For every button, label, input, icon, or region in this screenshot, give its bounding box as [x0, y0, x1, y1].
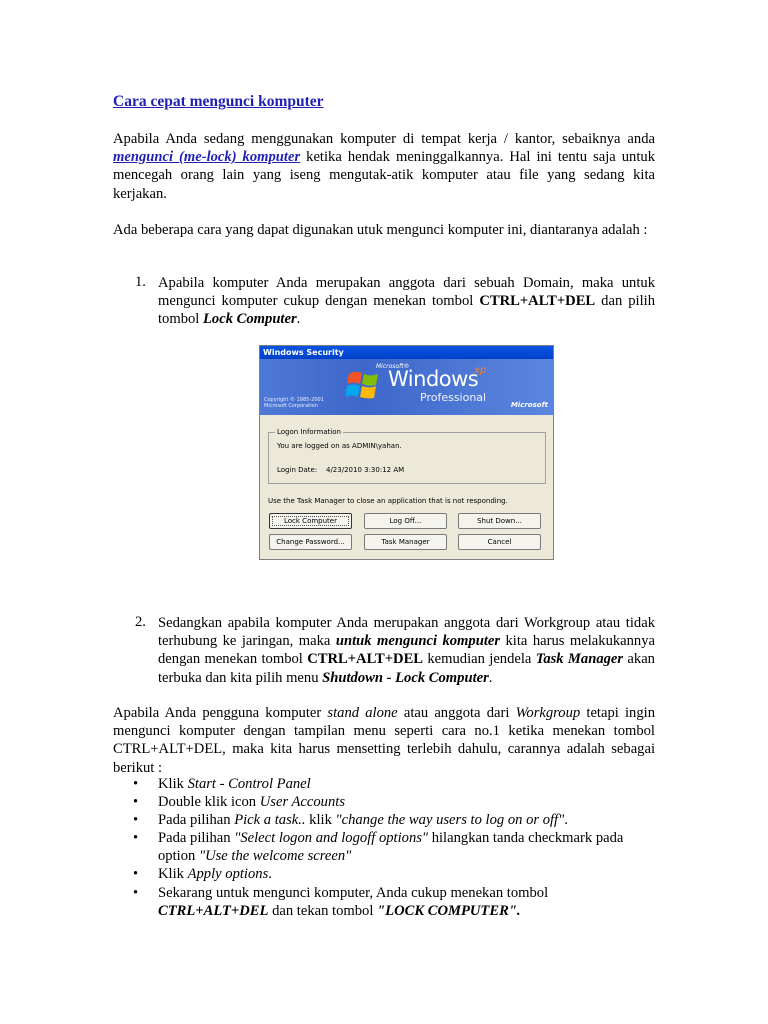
bullet-3-text-b: klik [305, 812, 336, 829]
intro-text-end: ketika hendak meninggalkannya. Hal ini tentu saja untuk mencegah orang lain yang iseng mengutak-atik komputer atau file yang sedang kita kerjakan. [113, 149, 655, 202]
steps-bullet-list [113, 775, 655, 920]
bullet-3-end: . [564, 812, 568, 829]
bullet-6-text-a: Sekarang untuk mengunci komputer, Anda cukup menekan tombol [158, 884, 549, 901]
login-date-value: 4/23/2010 3:30:12 AM [326, 466, 405, 474]
log-off-button[interactable]: Log Off... [364, 513, 447, 529]
task-manager-note: Use the Task Manager to close an application that is not responding. [268, 497, 508, 505]
group-label: Logon Information [277, 428, 341, 436]
bullet-3-text-a: Pada pilihan [158, 812, 235, 829]
bullet-4-text-a: Pada pilihan [158, 830, 235, 847]
para3-text-b: atau anggota dari [397, 705, 516, 721]
bullet-icon: • [133, 794, 139, 811]
windows-xp-banner [260, 359, 553, 415]
para3-text-c: tetapi ingin mengunci komputer dengan tampilan menu seperti cara no.1 ketika menekan tombol CTRL+ALT+DEL, maka kita harus mensetting terlebih dahulu, carannya adalah sebagai berikut : [113, 705, 655, 776]
step-2-keys: CTRL+ALT+DEL [307, 651, 424, 668]
lock-computer-button[interactable]: Lock Computer [269, 513, 352, 529]
para3-workgroup: Workgroup [515, 705, 581, 721]
intro-text-start: Apabila Anda sedang menggunakan komputer di tempat kerja / kantor, sebaiknya anda [113, 131, 655, 147]
windows-security-dialog [259, 345, 554, 560]
bullet-4-italic-a: "Select logon and logoff options" [234, 830, 429, 847]
logged-on-text: You are logged on as ADMIN\yahan. [277, 442, 402, 450]
bullet-3-italic-b: "change the way users to log on or off" [335, 812, 565, 829]
shut-down-button[interactable]: Shut Down... [458, 513, 541, 529]
bullet-1-text: Klik [158, 776, 188, 792]
bullet-icon: • [133, 866, 139, 883]
dialog-title: Windows Security [260, 346, 553, 359]
bullet-icon: • [133, 812, 139, 829]
bullet-6-lock: "LOCK COMPUTER". [377, 902, 521, 919]
page-title: Cara cepat mengunci komputer [113, 93, 324, 110]
copyright-line-2: Microsoft Corporation [264, 403, 318, 409]
step-2-text-d: akan terbuka dan kita pilih menu [158, 651, 655, 686]
bullet-6-text-b: dan tekan tombol [268, 902, 378, 919]
bullet-icon: • [133, 830, 139, 847]
bullet-2-italic: User Accounts [259, 794, 346, 811]
step-1-text-a: Apabila komputer Anda merupakan anggota dari sebuah Domain, maka untuk mengunci komputer cukup dengan menekan tombol [158, 275, 655, 310]
list-item [113, 865, 655, 883]
step-2-end: . [488, 669, 493, 686]
list-item [113, 775, 655, 793]
step-1-text-b: dan pilih tombol [158, 293, 655, 328]
xp-logo-text: xp [474, 365, 487, 376]
bullet-2-text: Double klik icon [158, 794, 260, 811]
intro-paragraph [113, 130, 655, 203]
step-2-emphasis: untuk mengunci komputer [335, 633, 501, 650]
step-1-end: . [296, 311, 301, 328]
bullet-5-italic: Apply options [187, 866, 269, 883]
bullet-icon: • [133, 776, 139, 792]
bullet-1-italic: Start - Control Panel [187, 776, 311, 792]
microsoft-brand: Microsoft [510, 401, 548, 409]
bullet-4-italic-b: "Use the welcome screen" [198, 848, 352, 865]
step-2-menu: Shutdown - Lock Computer [322, 669, 489, 686]
list-item [113, 829, 655, 865]
edition-text: Professional [420, 391, 487, 404]
step-1-text [158, 274, 655, 329]
step-2-text-a: Sedangkan apabila komputer Anda merupakan anggota dari Workgroup atau tidak terhubung ke jaringan, maka [158, 615, 655, 650]
login-date-label: Login Date: [277, 466, 318, 474]
bullet-4-text-b: hilangkan tanda checkmark pada option [158, 830, 624, 865]
logon-information-group [268, 428, 546, 484]
step-2-text [158, 614, 655, 687]
methods-paragraph: Ada beberapa cara yang dapat digunakan utuk mengunci komputer ini, diantaranya adalah : [113, 222, 648, 238]
step-1-lock: Lock Computer [203, 311, 297, 328]
bullet-5-text: Klik [158, 866, 188, 883]
step-2-number: 2. [135, 614, 146, 630]
step-1-number: 1. [135, 274, 146, 290]
change-password-button[interactable]: Change Password... [269, 534, 352, 550]
step-2-text-c: kemudian jendela [423, 651, 536, 668]
bullet-5-end: . [268, 866, 272, 883]
bullet-3-italic-a: Pick a task.. [234, 812, 306, 829]
para3-text-a: Apabila Anda pengguna komputer [113, 705, 328, 721]
lock-computer-link[interactable]: mengunci (me-lock) komputer [113, 149, 301, 166]
copyright [264, 397, 324, 409]
bullet-6-keys: CTRL+ALT+DEL [158, 902, 269, 919]
list-item [113, 811, 655, 829]
step-2-text-b: kita harus melakukannya dengan menekan tombol [158, 633, 656, 668]
para3-standalone: stand alone [327, 705, 398, 721]
bullet-icon: • [133, 884, 139, 901]
cancel-button[interactable]: Cancel [458, 534, 541, 550]
standalone-paragraph [113, 704, 655, 777]
microsoft-small-text: Microsoft® [376, 363, 410, 370]
list-item [113, 793, 655, 811]
task-manager-button[interactable]: Task Manager [364, 534, 447, 550]
step-1-keys: CTRL+ALT+DEL [479, 293, 596, 310]
step-2-task-manager: Task Manager [535, 651, 624, 668]
copyright-line-1: Copyright © 1985-2001 [264, 397, 324, 403]
windows-logo-text: Windows [388, 367, 479, 391]
windows-flag-icon [346, 368, 380, 402]
list-item [113, 884, 655, 920]
